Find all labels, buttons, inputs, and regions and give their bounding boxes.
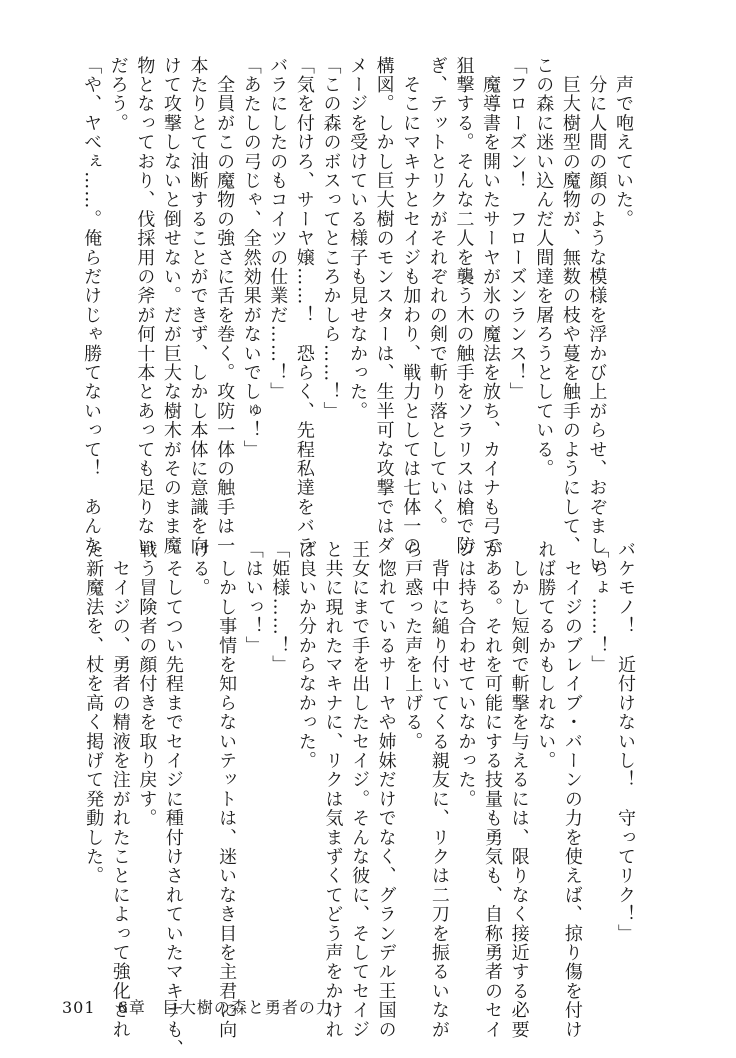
text-line: バケモノ！ 近付けないし！ 守ってリク！」 (615, 540, 636, 944)
text-line: そこにマキナとセイジも加わり、戦力としては七体一の (400, 56, 422, 556)
text-line: 「あたしの弓じゃ、全然効果がないでしゅ！」 (240, 56, 262, 460)
text-line: ら戸惑った声を上げる。 (402, 540, 424, 752)
text-line: 「この森のボスってところかしら……！」 (320, 56, 342, 421)
text-line: 戦う冒険者の顔付きを取り戻す。 (136, 540, 158, 828)
text-line: しかし事情を知らないテットは、迷いなき目を主君に向 (216, 540, 238, 1040)
text-line: だろう。 (107, 56, 129, 133)
text-line: 王女にまで手を出したセイジ。そんな彼に、そしてセイジ (349, 540, 371, 1040)
text-line: れば勝てるかもしれない。 (535, 540, 557, 771)
text-line: 「や、ヤべぇ……。俺らだけじゃ勝てないって！ あんな (81, 56, 103, 556)
chapter-title: 6章 巨大樹の森と勇者の力 (117, 998, 333, 1017)
text-line: そしてつい先程までセイジに種付けされていたマキナも、 (162, 540, 184, 1058)
text-line: 魔導書を開いたサーヤが氷の魔法を放ち、カイナも弓で (480, 56, 502, 556)
text-line: バラにしたのもコイツの仕業だ……！」 (267, 56, 289, 402)
text-line: ぎ、テットとリクがそれぞれの剣で斬り落としていく。 (426, 56, 448, 536)
text-line: 構図。しかし巨大樹のモンスターは、生半可な攻撃ではダ (373, 56, 395, 556)
text-line: 「気を付けろ、サーヤ嬢……！ 恐らく、先程私達をバラ (293, 56, 315, 556)
text-line: セイジの、勇者の精液を注がれたことによって強化され (109, 540, 131, 1040)
page-footer (62, 995, 333, 1018)
text-line: 本たりとて油断することができず、しかし本体に意識を向 (187, 56, 209, 556)
text-line: 「フローズン！ フローズンランス！」 (506, 56, 528, 402)
text-line: しかし短剣で斬撃を与えるには、限りなく接近する必要 (508, 540, 530, 1040)
text-line: 「ちょ……！」 (588, 540, 610, 675)
text-line: と共に現れたマキナに、リクは気まずくてどう声をかけれ (322, 540, 344, 1040)
text-line: この森に迷い込んだ人間達を屠ろうとしている。 (533, 56, 555, 479)
text-line: ジは持ち合わせていなかった。 (455, 540, 477, 809)
text-line: 「姫様……！」 (269, 540, 291, 675)
text-line: 物となっており、伐採用の斧が何十本とあっても足りない (134, 56, 156, 556)
text-line: た新魔法を、杖を高く掲げて発動した。 (83, 540, 105, 886)
text-line: メージを受けている様子も見せなかった。 (347, 56, 369, 421)
text-line: 巨大樹型の魔物が、無数の枝や蔓を触手のようにして、 (559, 56, 581, 556)
text-line: 背中に縋り付いてくる親友に、リクは二刀を振るいなが (428, 540, 450, 1040)
text-line: ば良いか分からなかった。 (295, 540, 317, 771)
text-line: ける。 (189, 540, 211, 598)
text-line: けて攻撃しないと倒せない。だが巨大な樹木がそのまま魔 (160, 56, 182, 556)
text-line: 全員がこの魔物の強さに舌を巻く。攻防一体の触手は一 (214, 56, 236, 556)
text-line: がある。それを可能にする技量も勇気も、自称勇者のセイ (482, 540, 504, 1040)
text-line: 声で咆えていた。 (613, 56, 634, 229)
text-line: セイジのブレイブ・バーンの力を使えば、掠り傷を付け (561, 540, 583, 1040)
text-line: 分に人間の顔のような模様を浮かび上がらせ、おぞましい (586, 56, 608, 575)
text-line: 惚れているサーヤや姉妹だけでなく、グランデル王国の (375, 540, 397, 1040)
text-line: 狙撃する。そんな二人を襲う木の触手をソラリスは槍で防 (453, 56, 475, 556)
page-number: 301 (62, 998, 96, 1017)
text-line: 「はいっ！」 (242, 540, 264, 656)
